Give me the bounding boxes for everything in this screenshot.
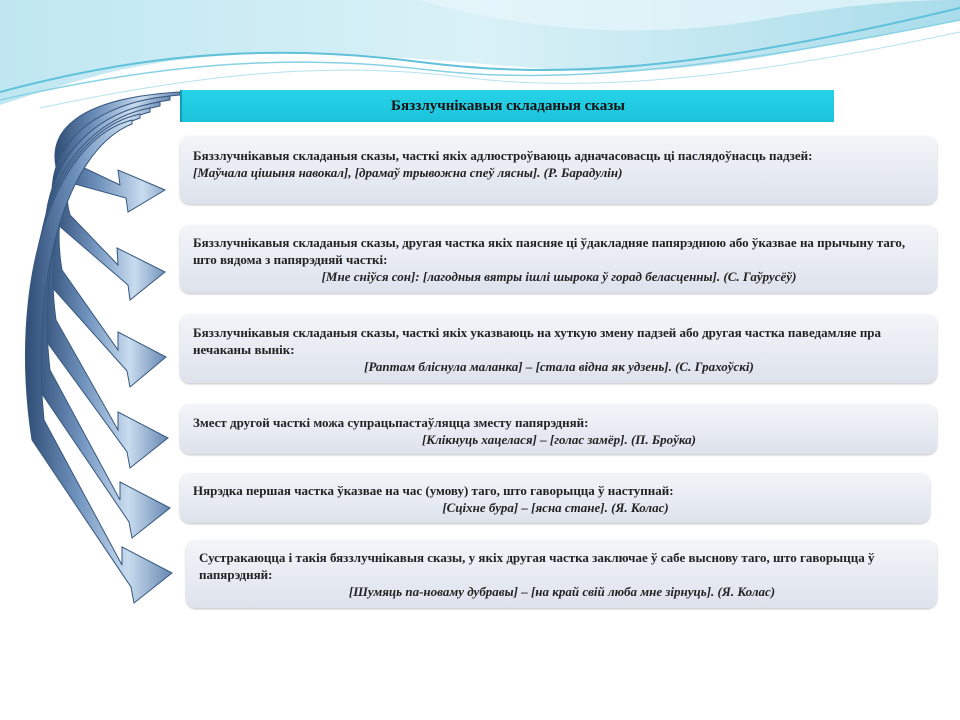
- list-item: [180, 473, 930, 523]
- example-text: [Маўчала цішыня навокал], [драмаў трывожна спеў лясны]. (Р. Барадулін): [193, 165, 623, 180]
- list-item: [180, 314, 937, 383]
- curved-arrow-icon: [25, 92, 180, 603]
- list-item: [186, 540, 937, 608]
- rule-text: Бяззлучнікавыя складаныя сказы, часткі якіх адлюстроўваюць адначасовасць ці паслядоўнасць падзей:: [193, 148, 813, 163]
- rule-text: Бяззлучнікавыя складаныя сказы, часткі якіх указваюць на хуткую змену падзей або другая частка паведамляе пра нечаканы вынік:: [193, 325, 882, 357]
- list-item: [180, 136, 937, 204]
- example-text: [Шумяць па-новаму дубравы] – [на край свій люба мне зірнуць]. (Я. Колас): [348, 584, 776, 599]
- example-text: [Раптам бліснула маланка] – [стала відна як удзень]. (С. Грахоўскі): [364, 359, 754, 374]
- rule-text: Нярэдка першая частка ўказвае на час (умову) таго, што гаворыцца ў наступнай:: [193, 483, 674, 498]
- rule-text: Змест другой часткі можа супрацьпастаўляцца зместу папярэдняй:: [193, 415, 589, 430]
- example-text: [Мне сніўся сон]: [лагодныя вятры ішлі шырока ў горад беласценны]. (С. Гаўрусёў): [321, 269, 797, 284]
- list-item: [180, 225, 937, 293]
- list-item: [180, 404, 937, 454]
- rule-text: Сустракаюцца і такія бяззлучнікавыя сказы, у якіх другая частка заключае ў сабе выснову таго, што гаворыцца ў папярэдняй:: [199, 550, 875, 582]
- example-text: [Сціхне бура] – [ясна стане]. (Я. Колас): [442, 500, 669, 515]
- example-text: [Клікнуць хацелася] – [голас замёр]. (П. Броўка): [421, 432, 697, 447]
- rule-text: Бяззлучнікавыя складаныя сказы, другая частка якіх паясняе ці ўдакладняе папярэднюю або ўказвае на прычыну таго, што вядома з папярэдняй часткі:: [193, 235, 906, 267]
- page-title: Бяззлучнікавыя складаныя сказы: [180, 90, 834, 122]
